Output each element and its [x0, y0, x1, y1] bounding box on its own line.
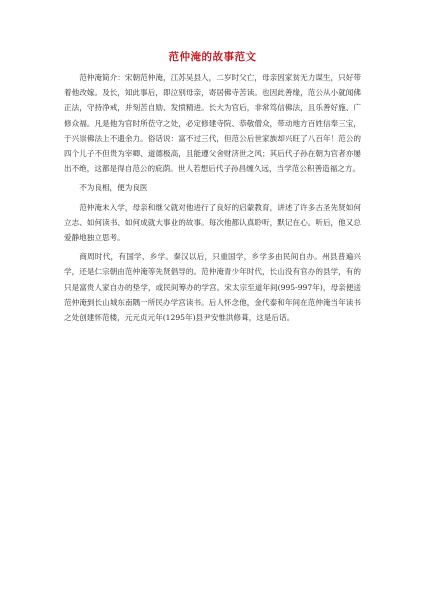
paragraph-schooling: 商周时代，有国学、乡学。秦汉以后，只重国学，乡学多由民间自办。州县普遍兴学，还是仁宗朝由范仲淹等先贤倡导的。范仲淹青少年时代，长山没有官办的县学，有的只是富贵人家自办的垫学，或民间筹办的学宫。宋太宗至道年间(995-997年)，母亲便送范仲淹到长山城东南隅一所民办学宫读书。后人怀念他，金代泰和年间在范仲淹当年读书之处创建怀范楼，元元贞元年(1295年)县尹安惟洪修葺，这是后话。	[64, 252, 361, 323]
paragraph-intro: 范仲淹简介：宋朝范仲淹，江苏吴县人，二岁时父亡，母亲因家贫无力谋生，只好带着他改嫁。及长，知此事后，即泣别母亲，寄居佛寺苦读。也因此善缘，范公从小就闻佛正法，守持净戒，并刻苦自励、发愤精进。长大为官后，非常笃信佛法，且乐善好施、广修众福。凡是他为官时所莅守之处，必定修建寺院、恭敬僧众，带动地方百姓信奉三宝，于兴崇佛法上不遗余力。俗话说：富不过三代，但范公后世家族却兴旺了八百年！范公的四个儿子不但贵为宰卿、道德极高，且能遵父舍财济世之风；其后代子孙在朝为官者亦屡出不绝，这都是得自范公的庇荫。世人若想后代子孙昌缠久远，当学范公积善造福之方。	[64, 73, 361, 174]
paragraph-enlightenment: 范仲淹未入学，母亲和继父就对他进行了良好的启蒙教育，讲述了许多古圣先贤如何立志、如何读书、如何成就大事业的故事。每次他都认真聆听，默记在心。听后，他又总爱静地独立思考。	[64, 202, 361, 243]
subheading: 不为良相，便为良医	[79, 183, 148, 193]
document-title: 范仲淹的故事范文	[168, 51, 257, 63]
